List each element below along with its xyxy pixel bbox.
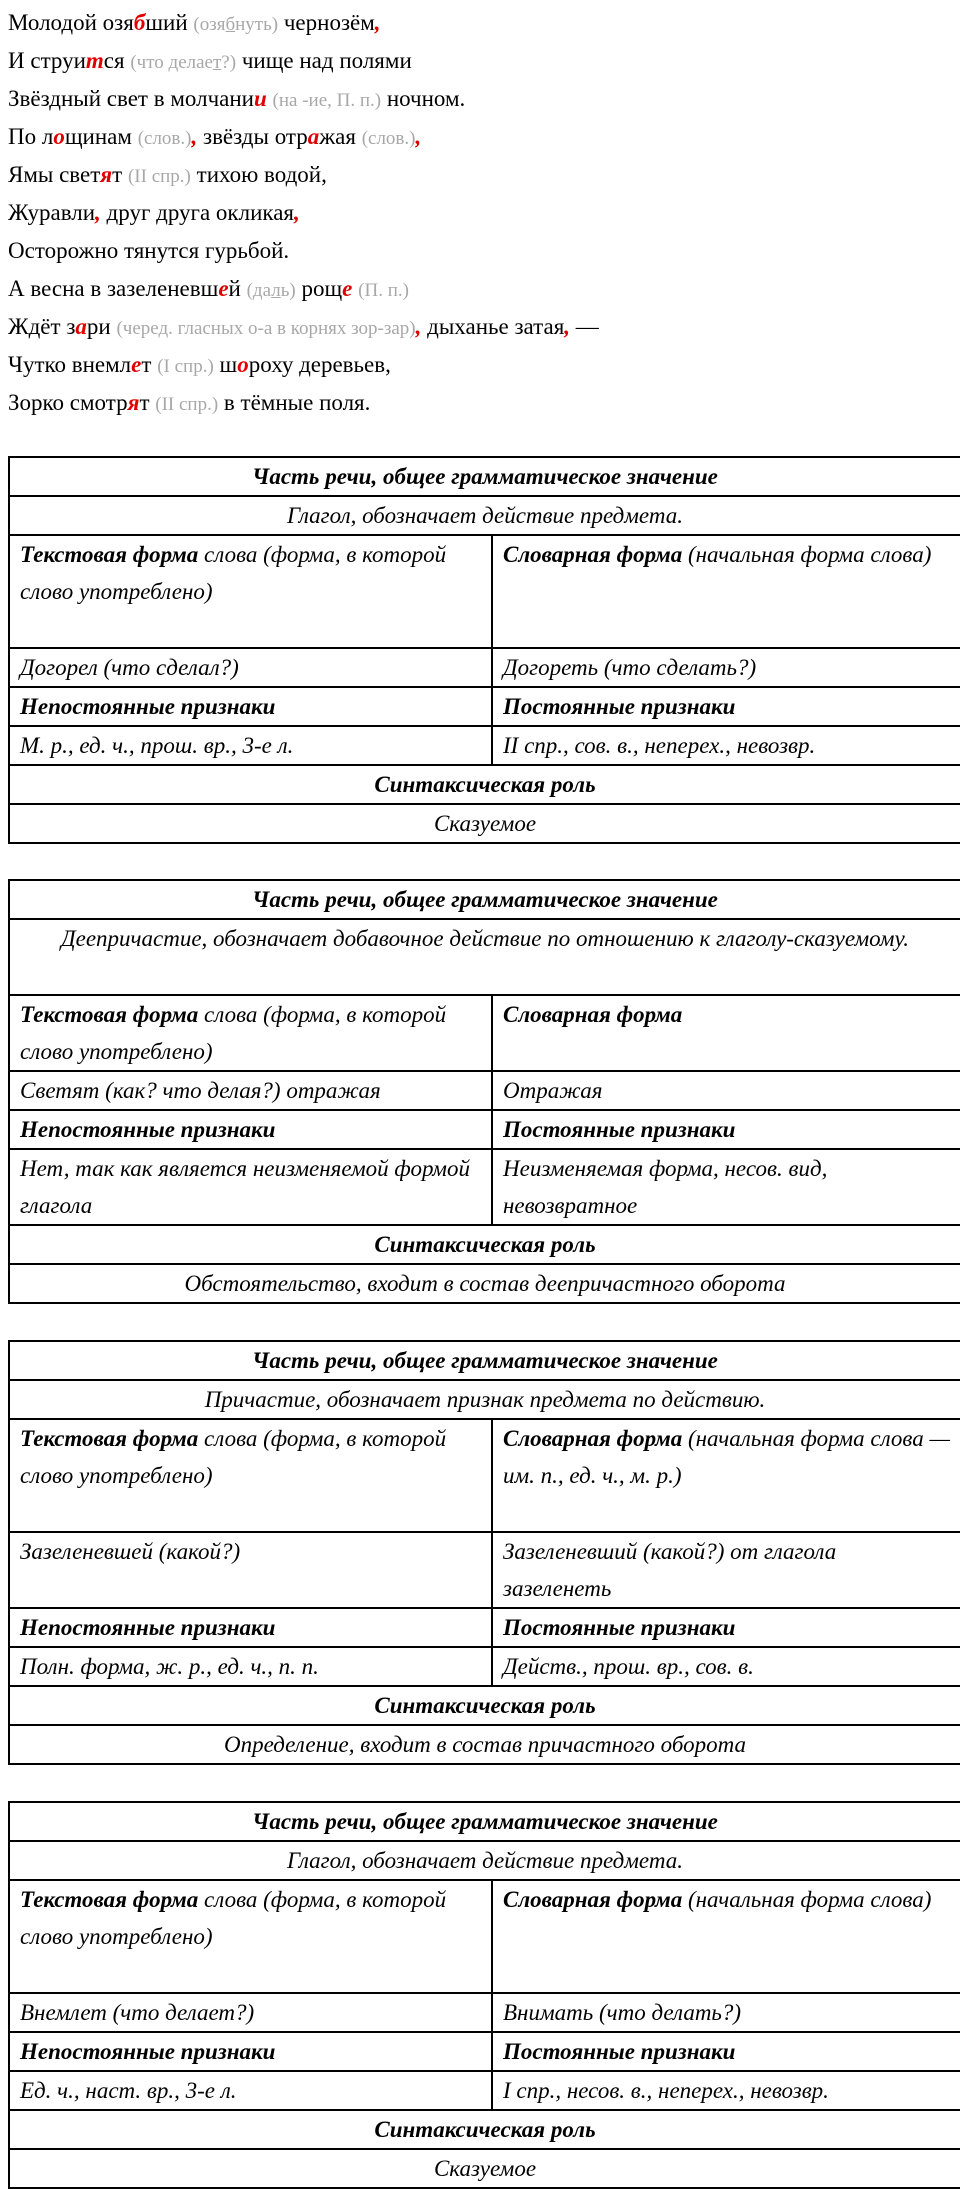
poem-line: [8, 80, 948, 118]
pos-header: [9, 457, 960, 496]
text-form-value: [9, 1071, 492, 1110]
nonconst-value-text: Полн. форма, ж. р., ед. ч., п. п.: [20, 1654, 319, 1679]
grammar-note: (озя: [193, 14, 226, 35]
grammar-note: (II спр.): [155, 394, 219, 415]
highlighted-letter: о: [237, 352, 249, 377]
poem-text-segment: т: [141, 352, 158, 377]
syntax-value-text: Обстоятельство, входит в состав деепричастного оборота: [184, 1271, 786, 1296]
nonconst-header-text: Непостоянные признаки: [20, 1615, 276, 1640]
poem-text-segment: й: [228, 276, 247, 301]
syntax-value: [9, 804, 960, 843]
nonconst-header: [9, 1608, 492, 1647]
highlighted-letter: ,: [415, 124, 422, 149]
highlighted-letter: ,: [374, 10, 381, 35]
syntax-header: [9, 765, 960, 804]
nonconst-header-text: Непостоянные признаки: [20, 1117, 276, 1142]
syntax-header: [9, 1686, 960, 1725]
poem-text-segment: чище над полями: [236, 48, 412, 73]
grammar-note: (слов.): [137, 128, 192, 149]
poem-text-segment: жая: [319, 124, 362, 149]
highlighted-letter: ,: [415, 314, 422, 339]
const-value: [492, 1149, 960, 1225]
grammar-note: (I спр.): [157, 356, 214, 377]
poem-text-segment: ш: [213, 352, 238, 377]
poem-text-segment: звёзды отр: [197, 124, 308, 149]
nonconst-value-text: Нет, так как является неизменяемой формой глагола: [20, 1156, 470, 1218]
poem-text-segment: Журавли: [8, 200, 96, 225]
nonconst-value-text: М. р., ед. ч., прош. вр., 3-е л.: [20, 733, 294, 758]
syntax-value-text: Сказуемое: [433, 811, 537, 836]
pos-header: [9, 1802, 960, 1841]
highlighted-letter: и: [253, 86, 267, 111]
const-value-text: Действ., прош. вр., сов. в.: [503, 1654, 754, 1679]
dict-form-value: [492, 1071, 960, 1110]
text-form-value-text: Догорел (что сделал?): [20, 655, 239, 680]
poem-text-segment: Звёздный свет в молчани: [8, 86, 254, 111]
poem-text-segment: в тёмные поля.: [218, 390, 371, 415]
text-form-header-text: слова (форма, в которой слово употреблено): [20, 1002, 447, 1064]
dict-form-header-text: Словарная форма: [503, 1426, 683, 1451]
text-form-header-text: слова (форма, в которой слово употреблено): [20, 1887, 447, 1949]
poem-text-segment: роху деревьев,: [248, 352, 391, 377]
grammar-note: ь): [280, 280, 296, 301]
poem-text-segment: ший: [145, 10, 194, 35]
poem-line: [8, 194, 948, 232]
grammar-note: б: [225, 14, 236, 35]
poem-text-segment: —: [570, 314, 599, 339]
syntax-header-text: Синтаксическая роль: [374, 2117, 596, 2142]
dict-form-value: [492, 1993, 960, 2032]
poem-text-segment: И струи: [8, 48, 86, 73]
text-form-value-text: Светят (как? что делая?) отражая: [20, 1078, 381, 1103]
poem-text: [8, 4, 948, 422]
highlighted-letter: ,: [564, 314, 571, 339]
highlighted-letter: е: [342, 276, 353, 301]
poem-text-segment: Зорко смотр: [8, 390, 128, 415]
poem-text-segment: т: [139, 390, 156, 415]
nonconst-value: [9, 726, 492, 765]
nonconst-value: [9, 1149, 492, 1225]
poem-text-segment: тихою водой,: [190, 162, 327, 187]
poem-line: [8, 270, 948, 308]
dict-form-header-text: Словарная форма: [503, 1002, 683, 1027]
highlighted-letter: я: [127, 390, 140, 415]
poem-text-segment: Чутко внемл: [8, 352, 132, 377]
syntax-value-text: Определение, входит в состав причастного оборота: [223, 1732, 746, 1757]
dict-form-value-text: Внимать (что делать?): [503, 2000, 742, 2025]
highlighted-letter: а: [75, 314, 87, 339]
syntax-header-text: Синтаксическая роль: [374, 1232, 596, 1257]
poem-line: [8, 4, 948, 42]
highlighted-letter: ,: [294, 200, 300, 225]
poem-line: [8, 346, 948, 384]
poem-line: [8, 42, 948, 80]
const-header-text: Постоянные признаки: [503, 1117, 736, 1142]
const-value: [492, 726, 960, 765]
highlighted-letter: е: [131, 352, 142, 377]
pos-value-text: Причастие, обозначает признак предмета по действию.: [204, 1387, 766, 1412]
poem-line: [8, 308, 948, 346]
const-header: [492, 1608, 960, 1647]
dict-form-value: [492, 648, 960, 687]
syntax-value-text: Сказуемое: [433, 2156, 537, 2181]
grammar-note: (на -ие, П. п.): [272, 90, 382, 111]
const-header-text: Постоянные признаки: [503, 2039, 736, 2064]
poem-text-segment: дыханье затая: [421, 314, 565, 339]
parse-table-4: [8, 1801, 960, 2189]
nonconst-header-text: Непостоянные признаки: [20, 694, 276, 719]
pos-value-text: Глагол, обозначает действие предмета.: [287, 1848, 683, 1873]
poem-text-segment: По л: [8, 124, 54, 149]
pos-header-text: Часть речи, общее грамматическое значение: [252, 464, 718, 489]
dict-form-header: [492, 1880, 960, 1993]
pos-value-text: Деепричастие, обозначает добавочное действие по отношению к глаголу-сказуемому.: [61, 926, 909, 951]
dict-form-header-text: Словарная форма: [503, 1887, 683, 1912]
poem-text-segment: Ямы свет: [8, 162, 101, 187]
nonconst-header: [9, 687, 492, 726]
poem-line: [8, 232, 948, 270]
poem-text-segment: ся: [103, 48, 131, 73]
dict-form-value-text: Зазеленевший (какой?) от глагола зазеленеть: [503, 1539, 837, 1601]
const-value-text: I спр., несов. в., неперех., невозвр.: [503, 2078, 829, 2103]
grammar-note: (да: [246, 280, 272, 301]
pos-header: [9, 880, 960, 919]
poem-text-segment: ри: [86, 314, 117, 339]
nonconst-header: [9, 1110, 492, 1149]
const-header-text: Постоянные признаки: [503, 694, 736, 719]
parse-table-2: [8, 879, 960, 1304]
syntax-value: [9, 1725, 960, 1764]
dict-form-header-text: (начальная форма слова): [682, 542, 932, 567]
text-form-header-text: слова (форма, в которой слово употреблено): [20, 542, 447, 604]
pos-value: [9, 1841, 960, 1880]
text-form-value: [9, 1532, 492, 1608]
pos-header-text: Часть речи, общее грамматическое значение: [252, 1809, 718, 1834]
dict-form-header: [492, 1419, 960, 1532]
text-form-header-text: Текстовая форма: [20, 1887, 199, 1912]
highlighted-letter: б: [133, 10, 146, 35]
text-form-header-text: слова (форма, в которой слово употреблено): [20, 1426, 447, 1488]
highlighted-letter: ,: [191, 124, 198, 149]
text-form-header: [9, 1419, 492, 1532]
pos-value: [9, 496, 960, 535]
text-form-header-text: Текстовая форма: [20, 542, 199, 567]
const-header-text: Постоянные признаки: [503, 1615, 736, 1640]
text-form-value: [9, 648, 492, 687]
grammar-note: (черед. гласных о-а в корнях зор-зар): [116, 318, 416, 339]
syntax-value: [9, 1264, 960, 1303]
pos-value: [9, 1380, 960, 1419]
highlighted-letter: о: [53, 124, 65, 149]
text-form-header: [9, 535, 492, 648]
parse-table-3: [8, 1340, 960, 1765]
poem-text-segment: рощ: [295, 276, 343, 301]
poem-text-segment: чернозём: [278, 10, 375, 35]
pos-value: [9, 919, 960, 995]
syntax-header-text: Синтаксическая роль: [374, 1693, 596, 1718]
text-form-value: [9, 1993, 492, 2032]
poem-text-segment: щинам: [64, 124, 138, 149]
text-form-header-text: Текстовая форма: [20, 1426, 199, 1451]
syntax-header: [9, 2110, 960, 2149]
highlighted-letter: е: [218, 276, 229, 301]
poem-line: [8, 156, 948, 194]
text-form-header: [9, 995, 492, 1071]
parse-table-1: [8, 456, 960, 844]
highlighted-letter: ,: [95, 200, 101, 225]
const-value-text: II спр., сов. в., неперех., невозвр.: [503, 733, 816, 758]
highlighted-letter: я: [100, 162, 113, 187]
nonconst-value: [9, 2071, 492, 2110]
const-value-text: Неизменяемая форма, несов. вид, невозвратное: [503, 1156, 828, 1218]
poem-text-segment: друг друга окликая: [100, 200, 294, 225]
dict-form-header-text: (начальная форма слова — им. п., ед. ч., м. р.): [503, 1426, 950, 1488]
grammar-note: т: [212, 52, 222, 73]
dict-form-header-text: Словарная форма: [503, 542, 683, 567]
text-form-value-text: Внемлет (что делает?): [20, 2000, 255, 2025]
syntax-header: [9, 1225, 960, 1264]
poem-text-segment: ночном.: [381, 86, 466, 111]
pos-header: [9, 1341, 960, 1380]
pos-value-text: Глагол, обозначает действие предмета.: [287, 503, 683, 528]
grammar-note: л: [271, 280, 281, 301]
highlighted-letter: т: [85, 48, 104, 73]
highlighted-letter: а: [307, 124, 320, 149]
dict-form-header: [492, 995, 960, 1071]
poem-text-segment: Осторожно тянутся гурьбой.: [8, 238, 290, 263]
poem-text-segment: Ждёт з: [8, 314, 76, 339]
const-value: [492, 2071, 960, 2110]
nonconst-header: [9, 2032, 492, 2071]
grammar-note: (что делае: [130, 52, 213, 73]
const-header: [492, 687, 960, 726]
poem-text-segment: А весна в зазеленевш: [8, 276, 219, 301]
syntax-value: [9, 2149, 960, 2188]
text-form-header: [9, 1880, 492, 1993]
dict-form-value-text: Догореть (что сделать?): [503, 655, 757, 680]
const-header: [492, 1110, 960, 1149]
nonconst-header-text: Непостоянные признаки: [20, 2039, 276, 2064]
dict-form-header-text: (начальная форма слова): [682, 1887, 932, 1912]
pos-header-text: Часть речи, общее грамматическое значение: [252, 1348, 718, 1373]
grammar-note: (II спр.): [127, 166, 191, 187]
grammar-note: нуть): [235, 14, 279, 35]
poem-line: [8, 118, 948, 156]
dict-form-value-text: Отражая: [503, 1078, 603, 1103]
syntax-header-text: Синтаксическая роль: [374, 772, 596, 797]
poem-text-segment: Молодой озя: [8, 10, 134, 35]
pos-header-text: Часть речи, общее грамматическое значение: [252, 887, 718, 912]
poem-text-segment: т: [112, 162, 128, 187]
text-form-header-text: Текстовая форма: [20, 1002, 199, 1027]
grammar-note: (П. п.): [358, 280, 409, 301]
nonconst-value-text: Ед. ч., наст. вр., 3-е л.: [20, 2078, 237, 2103]
dict-form-header: [492, 535, 960, 648]
const-header: [492, 2032, 960, 2071]
grammar-note: (слов.): [361, 128, 416, 149]
poem-line: [8, 384, 948, 422]
text-form-value-text: Зазеленевшей (какой?): [20, 1539, 241, 1564]
nonconst-value: [9, 1647, 492, 1686]
const-value: [492, 1647, 960, 1686]
dict-form-value: [492, 1532, 960, 1608]
grammar-note: ?): [221, 52, 237, 73]
